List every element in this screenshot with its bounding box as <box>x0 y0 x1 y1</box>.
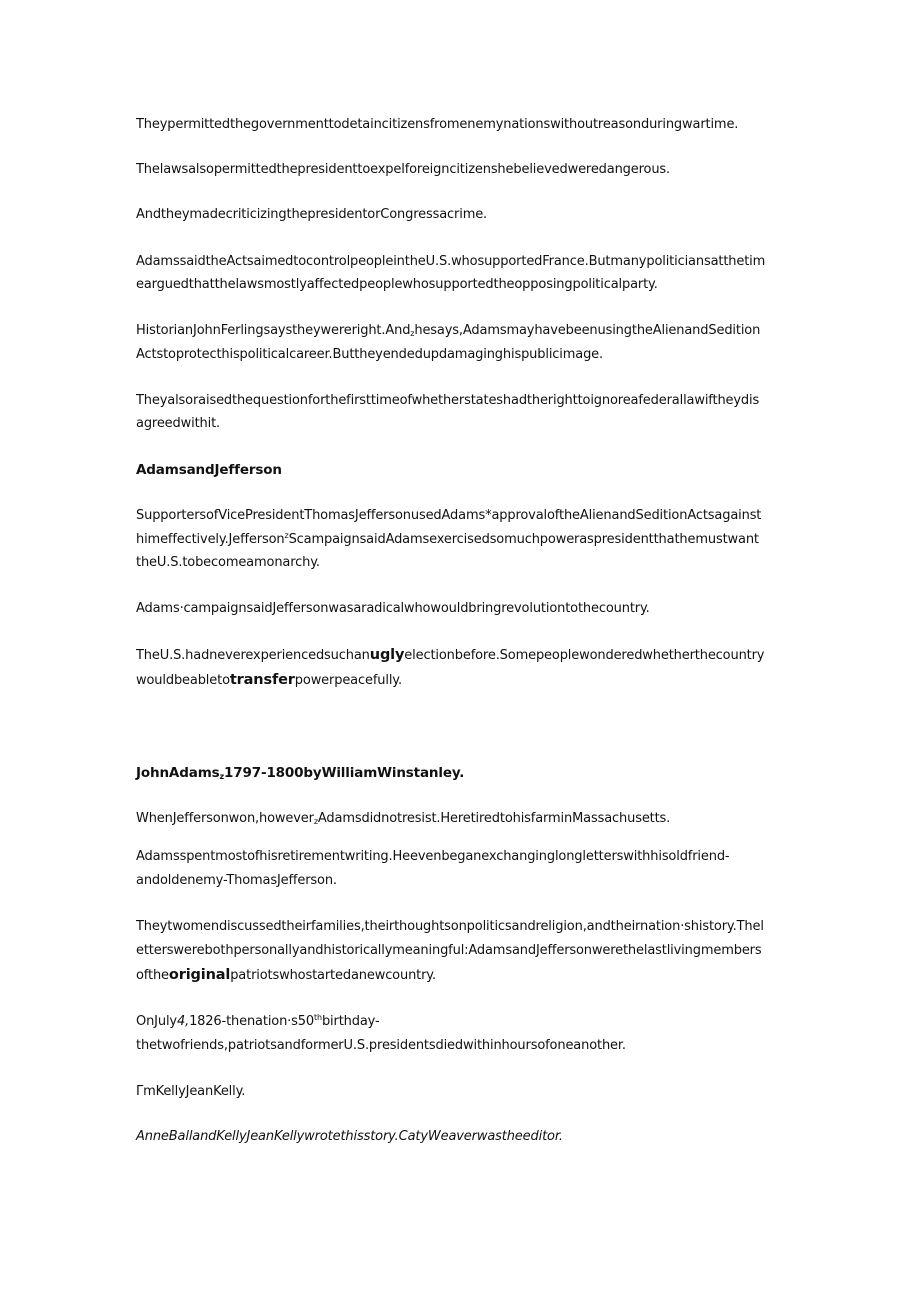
paragraph-adams-campaign: Adams·campaignsaidJeffersonwasaradicalwhowouldbringrevolutiontothecountry. <box>136 601 650 616</box>
paragraph-ferling-line-2: Actstoprotecthispoliticalcareer.Buttheyendedupdamaginghispublicimage. <box>136 347 604 362</box>
keyword-transfer: transfer <box>229 672 295 688</box>
keyword-ugly: ugly <box>369 647 405 663</box>
paragraph-july-4-line-2: thetwofriends,patriotsandformerU.S.presidentsdiedwithinhoursofoneanother. <box>136 1038 626 1053</box>
paragraph-expel-foreigners: Thelawsalsopermittedthepresidenttoexpelforeigncitizenshebelievedweredangerous. <box>136 162 671 177</box>
section-heading-adams-jefferson: AdamsandJefferson <box>136 462 282 478</box>
paragraph-supporters-line-2 <box>136 532 759 548</box>
text-segment: wouldbeableto <box>136 673 230 688</box>
text-segment: patriotswhostartedanewcountry. <box>230 968 436 983</box>
paragraph-ugly-election-line-1 <box>136 647 764 664</box>
paragraph-supporters-line-1: SupportersofVicePresidentThomasJeffersonusedAdams*approvaloftheAlienandSeditionActsagainst <box>136 508 762 523</box>
paragraph-ferling-line-1 <box>136 323 760 342</box>
paragraph-letters-line-1: Theytwomendiscussedtheirfamilies,theirthoughtsonpoliticsandreligion,andtheirnation·shistory.Thel <box>136 919 764 934</box>
text-segment: electionbefore.Somepeoplewonderedwhetherthecountry <box>404 648 765 663</box>
paragraph-retirement-line-1: Adamsspentmostofhisretirementwriting.Heevenbeganexchanginglongletterswithhisoldfriend- <box>136 849 730 864</box>
paragraph-acts-aimed-line-1: AdamssaidtheActsaimedtocontrolpeopleintheU.S.whosupportedFrance.Butmanypoliticiansatthetim <box>136 254 766 269</box>
paragraph-ugly-election-line-2 <box>136 672 402 689</box>
text-segment: powerpeacefully. <box>294 673 402 688</box>
paragraph-jefferson-won <box>136 811 670 830</box>
paragraph-states-rights-line-2: agreedwithit. <box>136 416 220 431</box>
text-segment: Adamsdidnotresist.HeretiredtohisfarminMassachusetts. <box>317 811 671 826</box>
text-segment: ScampaignsaidAdamsexercisedsomuchpoweraspresidentthathemustwant <box>288 532 759 547</box>
paragraph-signoff: ΓmKellyJeanKelly. <box>136 1084 246 1099</box>
paragraph-criticism-crime: AndtheymadecriticizingthepresidentorCongressacrime. <box>136 207 488 222</box>
paragraph-acts-aimed-line-2: earguedthatthelawsmostlyaffectedpeoplewhosupportedtheopposingpoliticalparty. <box>136 277 658 292</box>
image-caption <box>136 765 464 785</box>
paragraph-letters-line-3 <box>136 967 436 984</box>
text-segment: himeffectively.Jefferson <box>136 532 285 547</box>
ordinal-superscript: th <box>314 1013 322 1022</box>
date-italic: 4, <box>176 1014 190 1029</box>
comma-mark: z <box>219 772 225 781</box>
caption-segment: JohnAdams <box>136 765 220 781</box>
caption-segment: 1797-1800byWilliamWinstanley. <box>224 765 465 781</box>
paragraph-detain-citizens: Theypermittedthegovernmenttodetaincitizensfromenemynationswithoutreasonduringwartime. <box>136 117 739 132</box>
text-segment: birthday- <box>321 1014 380 1029</box>
text-segment: ofthe <box>136 968 169 983</box>
credits-line: AnneBallandKellyJeanKellywrotethisstory.CatyWeaverwastheeditor. <box>136 1129 563 1144</box>
text-segment: TheU.S.hadneverexperiencedsuchan <box>136 648 370 663</box>
paragraph-july-4-line-1 <box>136 1014 380 1030</box>
paragraph-supporters-line-3: theU.S.tobecomeamonarchy. <box>136 555 320 570</box>
text-segment: OnJuly <box>136 1014 177 1029</box>
paragraph-states-rights-line-1: Theyalsoraisedthequestionforthefirsttimeofwhetherstateshadtherighttoignoreafederallawiftheydis <box>136 393 760 408</box>
paragraph-retirement-line-2: andoldenemy-ThomasJefferson. <box>136 873 337 888</box>
text-segment: WhenJeffersonwon,however <box>136 811 314 826</box>
comma-mark: z <box>313 817 318 826</box>
superscript-mark: z <box>284 531 289 540</box>
keyword-original: original <box>168 967 231 983</box>
text-segment: 1826-thenation·s50 <box>189 1014 315 1029</box>
text-segment: hesays,AdamsmayhavebeenusingtheAlienandSedition <box>414 323 761 338</box>
paragraph-letters-line-2: etterswerebothpersonallyandhistoricallymeaningful:AdamsandJeffersonwerethelastlivingmembers <box>136 943 762 958</box>
text-segment: HistorianJohnFerlingsaystheywereright.And <box>136 323 411 338</box>
comma-mark: z <box>410 329 415 338</box>
